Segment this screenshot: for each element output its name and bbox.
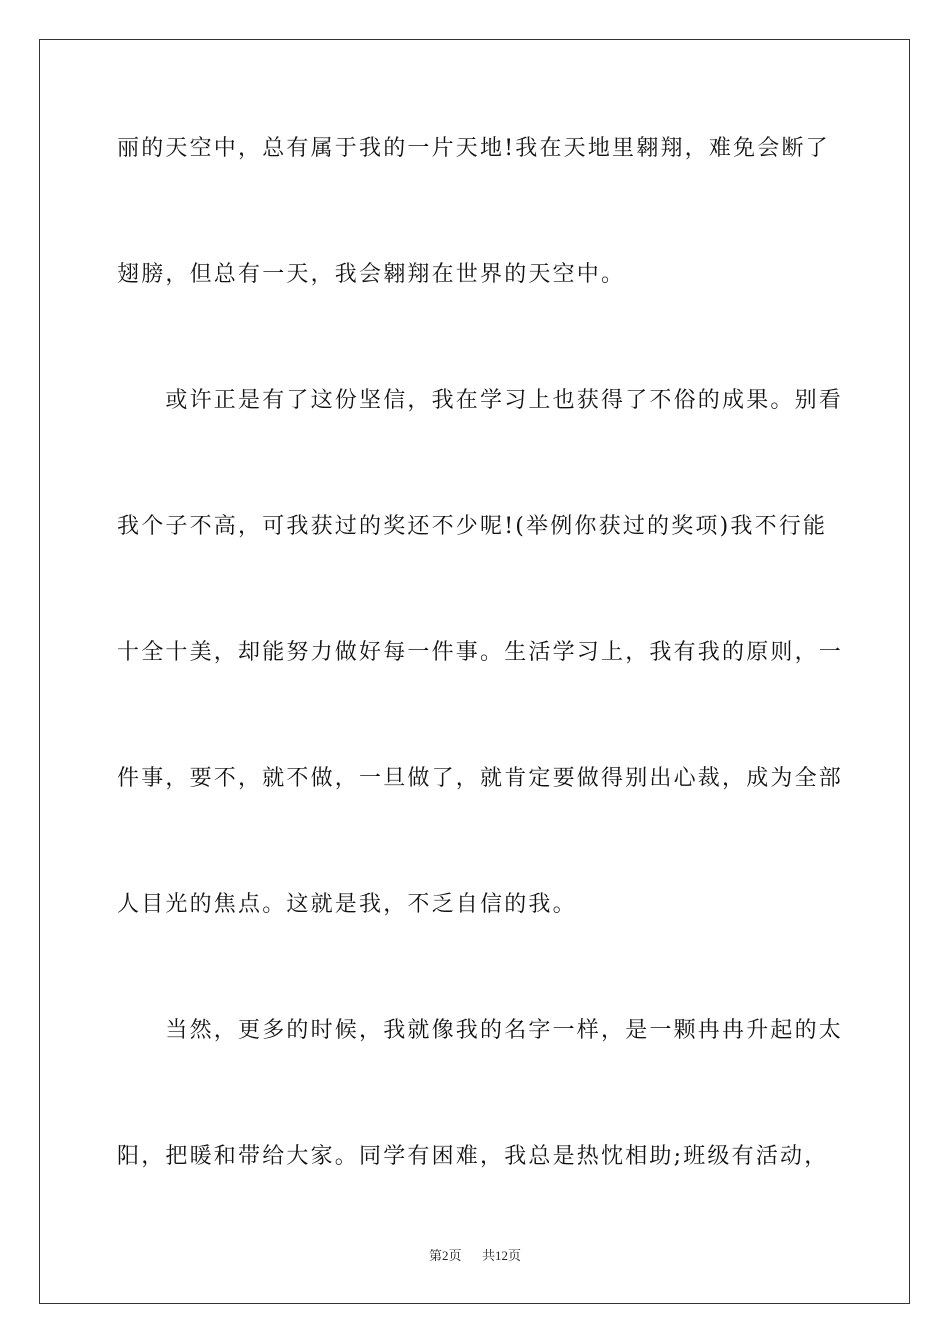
body-line-9: 阳，把暖和带给大家。同学有困难，我总是热忱相助;班级有活动， (117, 1144, 829, 1169)
body-line-2: 翅膀，但总有一天，我会翱翔在世界的天空中。 (117, 262, 626, 287)
body-line-6: 件事，要不，就不做，一旦做了，就肯定要做得别出心裁，成为全部 (117, 766, 844, 791)
body-line-4: 我个子不高，可我获过的奖还不少呢!(举例你获过的奖项)我不行能 (117, 514, 828, 539)
body-line-8: 当然，更多的时候，我就像我的名字一样，是一颗冉冉升起的太 (117, 1018, 844, 1043)
page-border (39, 39, 910, 1304)
page-number: 第2页 (428, 1248, 462, 1263)
body-line-3: 或许正是有了这份坚信，我在学习上也获得了不俗的成果。别看 (117, 388, 844, 413)
page-total: 共12页 (482, 1248, 522, 1263)
body-line-7: 人目光的焦点。这就是我，不乏自信的我。 (117, 892, 577, 917)
page-footer (0, 1247, 950, 1265)
body-line-1: 丽的天空中，总有属于我的一片天地!我在天地里翱翔，难免会断了 (117, 136, 830, 161)
body-line-5: 十全十美，却能努力做好每一件事。生活学习上，我有我的原则，一 (117, 640, 844, 665)
